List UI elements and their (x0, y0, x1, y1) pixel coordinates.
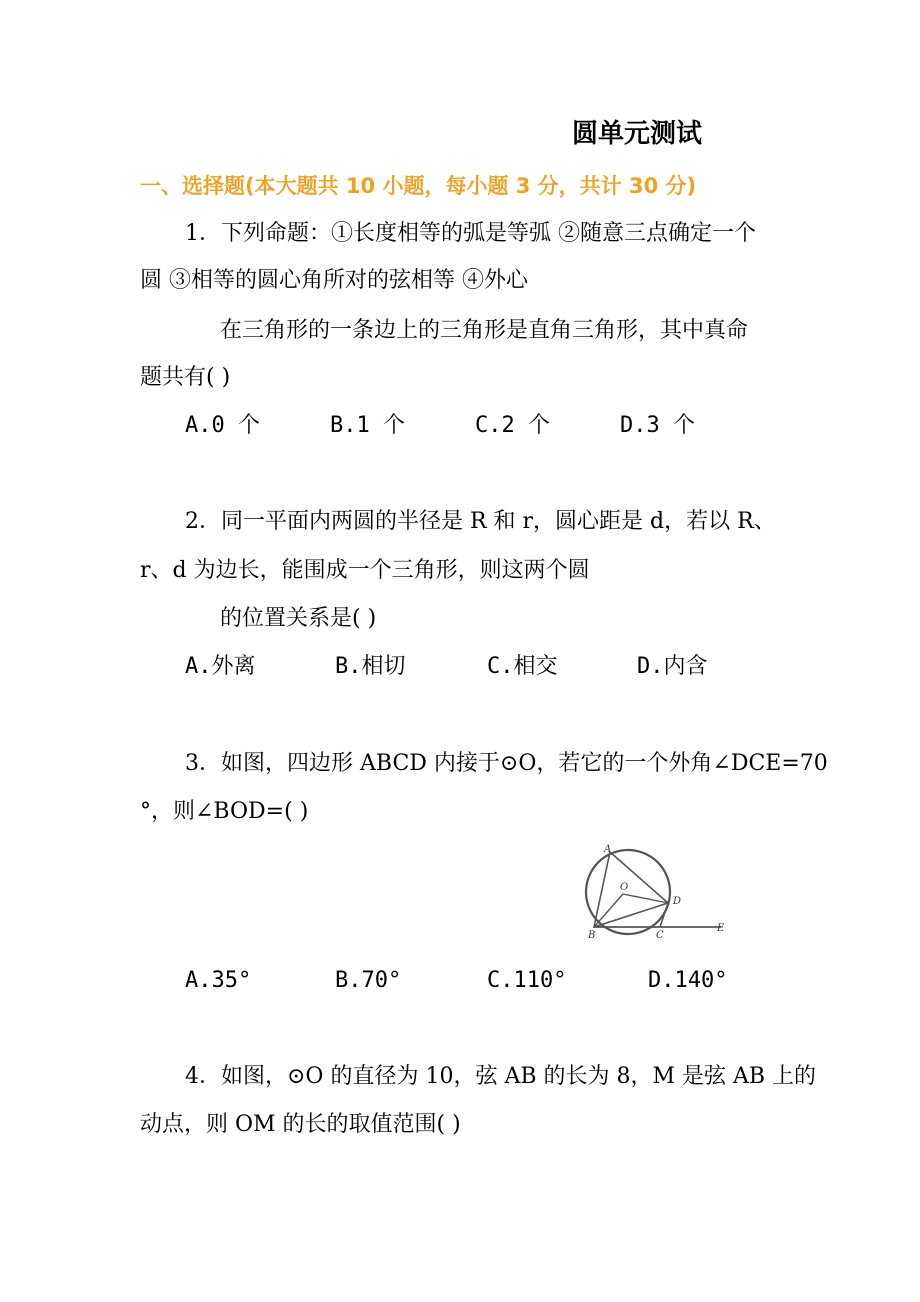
side-ad (610, 852, 668, 903)
question-3-option-c: C.110° (487, 968, 567, 993)
question-1-option-b: B.1 个 (330, 413, 405, 438)
question-3-line-1: 3．如图，四边形 ABCD 内接于⊙O，若它的一个外角∠DCE=70 (185, 751, 828, 776)
label-o: O (620, 882, 629, 893)
question-3-option-b: B.70° (335, 968, 402, 993)
question-3-figure (576, 840, 731, 945)
question-1-option-a: A.0 个 (185, 413, 260, 438)
page-title: 圆单元测试 (572, 119, 703, 149)
question-1-option-c: C.2 个 (475, 413, 550, 438)
question-3-line-2: °，则∠BOD=( ) (140, 799, 309, 824)
question-3-option-d: D.140° (648, 968, 728, 993)
question-3-option-a: A.35° (185, 968, 252, 993)
question-1-line-3: 在三角形的一条边上的三角形是直角三角形，其中真命 (220, 318, 749, 343)
question-2-option-b: B.相切 (335, 654, 406, 679)
question-1-line-1: 1．下列命题：①长度相等的弧是等弧 ②随意三点确定一个 (185, 221, 756, 246)
label-c: C (656, 930, 664, 941)
label-e: E (717, 923, 725, 934)
question-2-line-1: 2．同一平面内两圆的半径是 R 和 r，圆心距是 d，若以 R、 (185, 509, 776, 534)
question-1-line-4: 题共有( ) (140, 365, 231, 390)
side-dc (660, 903, 668, 927)
question-4-line-2: 动点，则 OM 的长的取值范围( ) (140, 1112, 461, 1137)
question-1-option-d: D.3 个 (620, 413, 695, 438)
question-2-option-c: C.相交 (487, 654, 558, 679)
side-ab-bd (594, 852, 668, 927)
question-4-line-1: 4．如图，⊙O 的直径为 10，弦 AB 的长为 8，M 是弦 AB 上的 (185, 1064, 817, 1089)
section-heading: 一、选择题(本大题共 10 小题，每小题 3 分，共计 30 分) (140, 174, 697, 198)
question-2-line-2: r、d 为边长，能围成一个三角形，则这两个圆 (140, 558, 590, 583)
radius-od (623, 894, 668, 903)
label-a: A (604, 844, 612, 855)
question-1-line-2: 圆 ③相等的圆心角所对的弦相等 ④外心 (140, 268, 528, 293)
question-2-option-d: D.内含 (637, 654, 708, 679)
question-2-option-a: A.外离 (185, 654, 256, 679)
question-2-line-3: 的位置关系是( ) (220, 606, 377, 631)
label-b: B (588, 930, 596, 941)
label-d: D (673, 896, 682, 907)
